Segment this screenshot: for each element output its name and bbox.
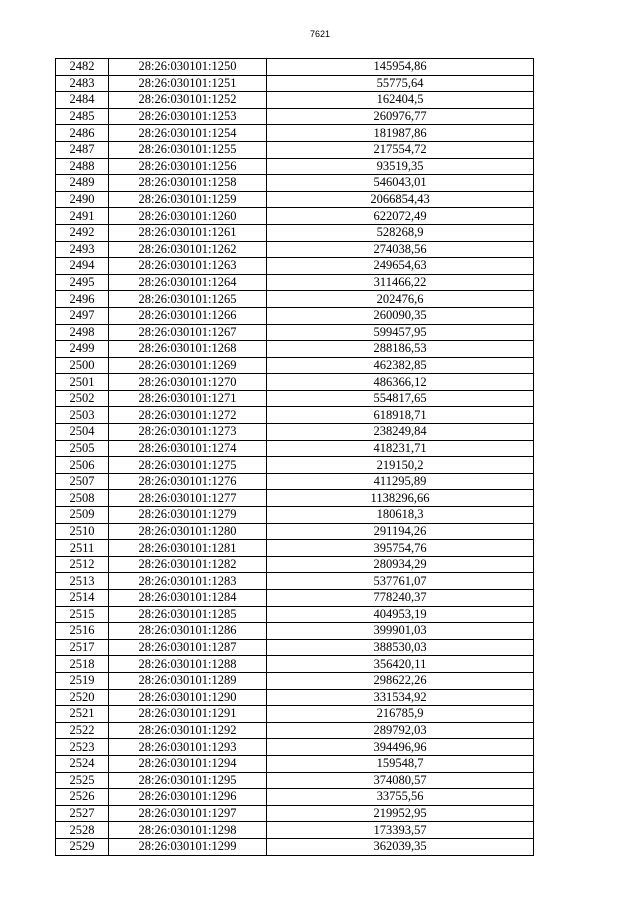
cadastral-number-cell: 28:26:030101:1262: [109, 241, 267, 258]
cadastral-value-cell: 537761,07: [267, 573, 534, 590]
cadastral-value-table: [55, 58, 534, 856]
cadastral-number-cell: 28:26:030101:1293: [109, 739, 267, 756]
row-number-cell: 2510: [56, 523, 109, 540]
cadastral-number-cell: 28:26:030101:1281: [109, 540, 267, 557]
table-row: [56, 639, 534, 656]
cadastral-value-cell: 280934,29: [267, 556, 534, 573]
row-number-cell: 2502: [56, 390, 109, 407]
table-row: [56, 258, 534, 275]
table-row: [56, 390, 534, 407]
table-row: [56, 75, 534, 92]
table-row: [56, 440, 534, 457]
row-number-cell: 2497: [56, 307, 109, 324]
row-number-cell: 2483: [56, 75, 109, 92]
table-row: [56, 125, 534, 142]
row-number-cell: 2504: [56, 424, 109, 441]
row-number-cell: 2503: [56, 407, 109, 424]
cadastral-number-cell: 28:26:030101:1254: [109, 125, 267, 142]
row-number-cell: 2508: [56, 490, 109, 507]
cadastral-number-cell: 28:26:030101:1264: [109, 274, 267, 291]
cadastral-value-cell: 298622,26: [267, 672, 534, 689]
cadastral-number-cell: 28:26:030101:1261: [109, 224, 267, 241]
row-number-cell: 2528: [56, 822, 109, 839]
table-row: [56, 341, 534, 358]
table-row: [56, 789, 534, 806]
cadastral-value-cell: 395754,76: [267, 540, 534, 557]
cadastral-number-cell: 28:26:030101:1267: [109, 324, 267, 341]
cadastral-value-cell: 33755,56: [267, 789, 534, 806]
cadastral-value-cell: 778240,37: [267, 590, 534, 607]
table-row: [56, 838, 534, 855]
cadastral-number-cell: 28:26:030101:1272: [109, 407, 267, 424]
cadastral-value-cell: 311466,22: [267, 274, 534, 291]
cadastral-number-cell: 28:26:030101:1271: [109, 390, 267, 407]
cadastral-number-cell: 28:26:030101:1273: [109, 424, 267, 441]
row-number-cell: 2499: [56, 341, 109, 358]
row-number-cell: 2525: [56, 772, 109, 789]
table-row: [56, 706, 534, 723]
cadastral-value-cell: 362039,35: [267, 838, 534, 855]
row-number-cell: 2484: [56, 92, 109, 109]
cadastral-value-cell: 462382,85: [267, 357, 534, 374]
table-body: [56, 59, 534, 856]
table-row: [56, 158, 534, 175]
cadastral-number-cell: 28:26:030101:1288: [109, 656, 267, 673]
row-number-cell: 2518: [56, 656, 109, 673]
cadastral-number-cell: 28:26:030101:1298: [109, 822, 267, 839]
row-number-cell: 2516: [56, 623, 109, 640]
table-row: [56, 324, 534, 341]
row-number-cell: 2488: [56, 158, 109, 175]
cadastral-value-cell: 238249,84: [267, 424, 534, 441]
table-row: [56, 175, 534, 192]
cadastral-value-cell: 217554,72: [267, 141, 534, 158]
cadastral-value-cell: 288186,53: [267, 341, 534, 358]
table-row: [56, 274, 534, 291]
cadastral-number-cell: 28:26:030101:1277: [109, 490, 267, 507]
cadastral-number-cell: 28:26:030101:1290: [109, 689, 267, 706]
cadastral-value-cell: 554817,65: [267, 390, 534, 407]
cadastral-value-cell: 202476,6: [267, 291, 534, 308]
row-number-cell: 2521: [56, 706, 109, 723]
cadastral-number-cell: 28:26:030101:1255: [109, 141, 267, 158]
row-number-cell: 2501: [56, 374, 109, 391]
row-number-cell: 2527: [56, 805, 109, 822]
cadastral-number-cell: 28:26:030101:1260: [109, 208, 267, 225]
row-number-cell: 2494: [56, 258, 109, 275]
cadastral-number-cell: 28:26:030101:1266: [109, 307, 267, 324]
row-number-cell: 2506: [56, 457, 109, 474]
cadastral-value-cell: 418231,71: [267, 440, 534, 457]
table-row: [56, 755, 534, 772]
table-row: [56, 523, 534, 540]
row-number-cell: 2507: [56, 473, 109, 490]
cadastral-value-cell: 374080,57: [267, 772, 534, 789]
cadastral-value-cell: 260090,35: [267, 307, 534, 324]
table-row: [56, 374, 534, 391]
table-row: [56, 623, 534, 640]
row-number-cell: 2505: [56, 440, 109, 457]
table-row: [56, 772, 534, 789]
table-row: [56, 357, 534, 374]
cadastral-number-cell: 28:26:030101:1250: [109, 59, 267, 76]
cadastral-number-cell: 28:26:030101:1276: [109, 473, 267, 490]
row-number-cell: 2498: [56, 324, 109, 341]
cadastral-value-cell: 181987,86: [267, 125, 534, 142]
cadastral-number-cell: 28:26:030101:1282: [109, 556, 267, 573]
table-row: [56, 606, 534, 623]
row-number-cell: 2513: [56, 573, 109, 590]
cadastral-value-cell: 618918,71: [267, 407, 534, 424]
cadastral-number-cell: 28:26:030101:1299: [109, 838, 267, 855]
row-number-cell: 2495: [56, 274, 109, 291]
row-number-cell: 2486: [56, 125, 109, 142]
row-number-cell: 2517: [56, 639, 109, 656]
table-row: [56, 424, 534, 441]
row-number-cell: 2524: [56, 755, 109, 772]
cadastral-number-cell: 28:26:030101:1275: [109, 457, 267, 474]
cadastral-number-cell: 28:26:030101:1251: [109, 75, 267, 92]
cadastral-number-cell: 28:26:030101:1295: [109, 772, 267, 789]
row-number-cell: 2523: [56, 739, 109, 756]
cadastral-number-cell: 28:26:030101:1297: [109, 805, 267, 822]
cadastral-number-cell: 28:26:030101:1279: [109, 507, 267, 524]
table-row: [56, 722, 534, 739]
cadastral-value-cell: 388530,03: [267, 639, 534, 656]
row-number-cell: 2490: [56, 191, 109, 208]
cadastral-value-cell: 546043,01: [267, 175, 534, 192]
row-number-cell: 2526: [56, 789, 109, 806]
row-number-cell: 2491: [56, 208, 109, 225]
table-row: [56, 208, 534, 225]
cadastral-number-cell: 28:26:030101:1285: [109, 606, 267, 623]
cadastral-number-cell: 28:26:030101:1283: [109, 573, 267, 590]
cadastral-value-cell: 145954,86: [267, 59, 534, 76]
cadastral-number-cell: 28:26:030101:1286: [109, 623, 267, 640]
cadastral-number-cell: 28:26:030101:1284: [109, 590, 267, 607]
row-number-cell: 2500: [56, 357, 109, 374]
table-row: [56, 556, 534, 573]
table-row: [56, 540, 534, 557]
table-row: [56, 457, 534, 474]
cadastral-value-cell: 249654,63: [267, 258, 534, 275]
cadastral-value-cell: 404953,19: [267, 606, 534, 623]
table-row: [56, 573, 534, 590]
cadastral-number-cell: 28:26:030101:1252: [109, 92, 267, 109]
cadastral-number-cell: 28:26:030101:1263: [109, 258, 267, 275]
row-number-cell: 2485: [56, 108, 109, 125]
row-number-cell: 2512: [56, 556, 109, 573]
row-number-cell: 2482: [56, 59, 109, 76]
cadastral-number-cell: 28:26:030101:1296: [109, 789, 267, 806]
cadastral-number-cell: 28:26:030101:1256: [109, 158, 267, 175]
table-row: [56, 141, 534, 158]
cadastral-value-cell: 162404,5: [267, 92, 534, 109]
cadastral-value-cell: 399901,03: [267, 623, 534, 640]
cadastral-value-cell: 216785,9: [267, 706, 534, 723]
row-number-cell: 2514: [56, 590, 109, 607]
page-number: 7621: [309, 29, 331, 39]
cadastral-value-cell: 599457,95: [267, 324, 534, 341]
table-row: [56, 656, 534, 673]
cadastral-number-cell: 28:26:030101:1259: [109, 191, 267, 208]
cadastral-number-cell: 28:26:030101:1287: [109, 639, 267, 656]
cadastral-number-cell: 28:26:030101:1258: [109, 175, 267, 192]
cadastral-number-cell: 28:26:030101:1289: [109, 672, 267, 689]
cadastral-value-cell: 55775,64: [267, 75, 534, 92]
row-number-cell: 2511: [56, 540, 109, 557]
cadastral-value-cell: 2066854,43: [267, 191, 534, 208]
cadastral-value-cell: 219150,2: [267, 457, 534, 474]
cadastral-value-cell: 180618,3: [267, 507, 534, 524]
cadastral-number-cell: 28:26:030101:1268: [109, 341, 267, 358]
cadastral-value-cell: 274038,56: [267, 241, 534, 258]
row-number-cell: 2489: [56, 175, 109, 192]
table-row: [56, 108, 534, 125]
cadastral-value-cell: 331534,92: [267, 689, 534, 706]
cadastral-number-cell: 28:26:030101:1253: [109, 108, 267, 125]
table-row: [56, 507, 534, 524]
table-row: [56, 291, 534, 308]
table-row: [56, 473, 534, 490]
cadastral-value-cell: 394496,96: [267, 739, 534, 756]
cadastral-number-cell: 28:26:030101:1292: [109, 722, 267, 739]
cadastral-number-cell: 28:26:030101:1274: [109, 440, 267, 457]
row-number-cell: 2519: [56, 672, 109, 689]
table-row: [56, 672, 534, 689]
cadastral-value-cell: 356420,11: [267, 656, 534, 673]
cadastral-value-cell: 159548,7: [267, 755, 534, 772]
table-row: [56, 590, 534, 607]
row-number-cell: 2487: [56, 141, 109, 158]
cadastral-value-cell: 291194,26: [267, 523, 534, 540]
cadastral-number-cell: 28:26:030101:1270: [109, 374, 267, 391]
row-number-cell: 2522: [56, 722, 109, 739]
table-row: [56, 307, 534, 324]
table-row: [56, 822, 534, 839]
row-number-cell: 2529: [56, 838, 109, 855]
row-number-cell: 2492: [56, 224, 109, 241]
cadastral-value-cell: 1138296,66: [267, 490, 534, 507]
cadastral-value-cell: 173393,57: [267, 822, 534, 839]
cadastral-number-cell: 28:26:030101:1291: [109, 706, 267, 723]
table-row: [56, 407, 534, 424]
cadastral-number-cell: 28:26:030101:1269: [109, 357, 267, 374]
cadastral-value-cell: 411295,89: [267, 473, 534, 490]
cadastral-value-cell: 622072,49: [267, 208, 534, 225]
row-number-cell: 2509: [56, 507, 109, 524]
row-number-cell: 2515: [56, 606, 109, 623]
table-row: [56, 224, 534, 241]
table-row: [56, 689, 534, 706]
cadastral-number-cell: 28:26:030101:1265: [109, 291, 267, 308]
table-row: [56, 92, 534, 109]
cadastral-number-cell: 28:26:030101:1280: [109, 523, 267, 540]
cadastral-value-cell: 528268,9: [267, 224, 534, 241]
table-row: [56, 739, 534, 756]
table-row: [56, 191, 534, 208]
cadastral-value-cell: 289792,03: [267, 722, 534, 739]
row-number-cell: 2493: [56, 241, 109, 258]
cadastral-value-cell: 260976,77: [267, 108, 534, 125]
table-row: [56, 59, 534, 76]
cadastral-value-cell: 486366,12: [267, 374, 534, 391]
row-number-cell: 2496: [56, 291, 109, 308]
table-row: [56, 241, 534, 258]
cadastral-value-cell: 93519,35: [267, 158, 534, 175]
row-number-cell: 2520: [56, 689, 109, 706]
table-row: [56, 490, 534, 507]
table-row: [56, 805, 534, 822]
cadastral-value-cell: 219952,95: [267, 805, 534, 822]
cadastral-number-cell: 28:26:030101:1294: [109, 755, 267, 772]
